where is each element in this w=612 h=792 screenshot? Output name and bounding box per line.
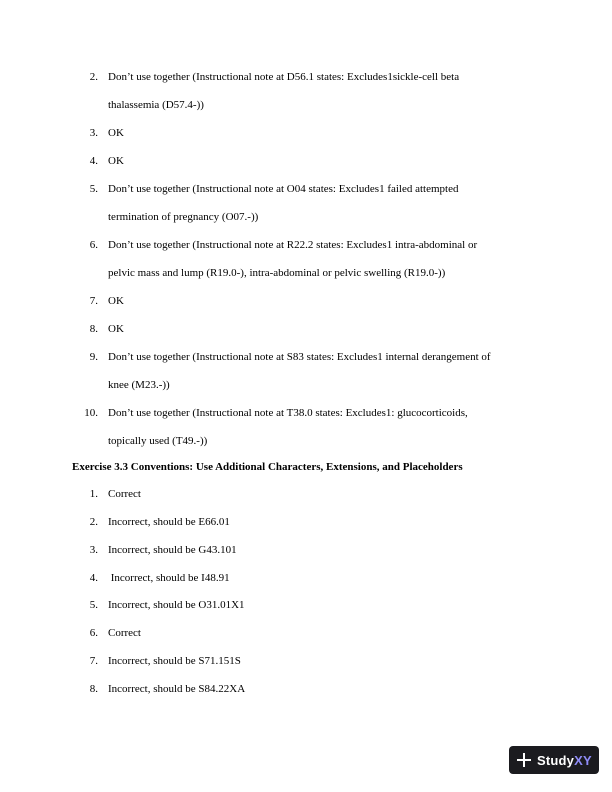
list-item-number: 8.: [89, 323, 98, 335]
list-item-text: OK: [108, 295, 124, 307]
answer-number: 7.: [89, 655, 98, 667]
list-item-text-continued: termination of pregnancy (O07.-)): [108, 211, 259, 223]
answer-text: Incorrect, should be S71.151S: [108, 655, 241, 667]
list-item-number: 4.: [89, 155, 98, 167]
answer-number: 2.: [89, 516, 98, 528]
list-item-text: Don’t use together (Instructional note at S83 states: Excludes1 internal derangement of: [108, 351, 491, 363]
answer-number: 6.: [89, 627, 98, 639]
logo-text-main: Study: [537, 752, 575, 768]
answer-text: Correct: [108, 488, 141, 500]
answer-number: 1.: [89, 488, 98, 500]
logo-text: [537, 753, 592, 768]
answer-text: Incorrect, should be G43.101: [108, 544, 237, 556]
logo-text-accent: XY: [574, 752, 592, 768]
exercise-heading: Exercise 3.3 Conventions: Use Additional Characters, Extensions, and Placeholders: [72, 461, 463, 473]
list-item-text: Don’t use together (Instructional note at D56.1 states: Excludes1sickle-cell beta: [108, 71, 460, 83]
list-item-text: Don’t use together (Instructional note at O04 states: Excludes1 failed attempted: [108, 183, 459, 195]
list-item-number: 5.: [89, 183, 98, 195]
list-item-text: OK: [108, 155, 124, 167]
list-item-number: 10.: [84, 407, 98, 419]
list-item-number: 2.: [89, 71, 98, 83]
answer-text: Incorrect, should be I48.91: [108, 572, 230, 584]
list-item-text: Don’t use together (Instructional note at R22.2 states: Excludes1 intra-abdominal or: [108, 239, 478, 251]
list-item-number: 3.: [89, 127, 98, 139]
answer-text: Incorrect, should be S84.22XA: [108, 683, 246, 695]
list-item-text-continued: pelvic mass and lump (R19.0-), intra-abdominal or pelvic swelling (R19.0-)): [108, 267, 446, 279]
answer-number: 5.: [89, 599, 98, 611]
answer-number: 3.: [89, 544, 98, 556]
answer-text: Incorrect, should be O31.01X1: [108, 599, 245, 611]
list-item-text-continued: knee (M23.-)): [108, 379, 170, 391]
plus-icon: [517, 753, 531, 767]
list-item-text-continued: topically used (T49.-)): [108, 435, 208, 447]
list-item-text: Don’t use together (Instructional note at T38.0 states: Excludes1: glucocorticoids,: [108, 407, 468, 419]
list-item-text: OK: [108, 323, 124, 335]
answer-text: Incorrect, should be E66.01: [108, 516, 230, 528]
answer-number: 8.: [89, 683, 98, 695]
list-item-number: 6.: [89, 239, 98, 251]
answer-text: Correct: [108, 627, 141, 639]
studyxy-logo-badge[interactable]: [509, 746, 599, 774]
list-item-text: OK: [108, 127, 124, 139]
list-item-number: 9.: [89, 351, 98, 363]
list-item-number: 7.: [89, 295, 98, 307]
answer-number: 4.: [89, 572, 98, 584]
list-item-text-continued: thalassemia (D57.4-)): [108, 99, 204, 111]
